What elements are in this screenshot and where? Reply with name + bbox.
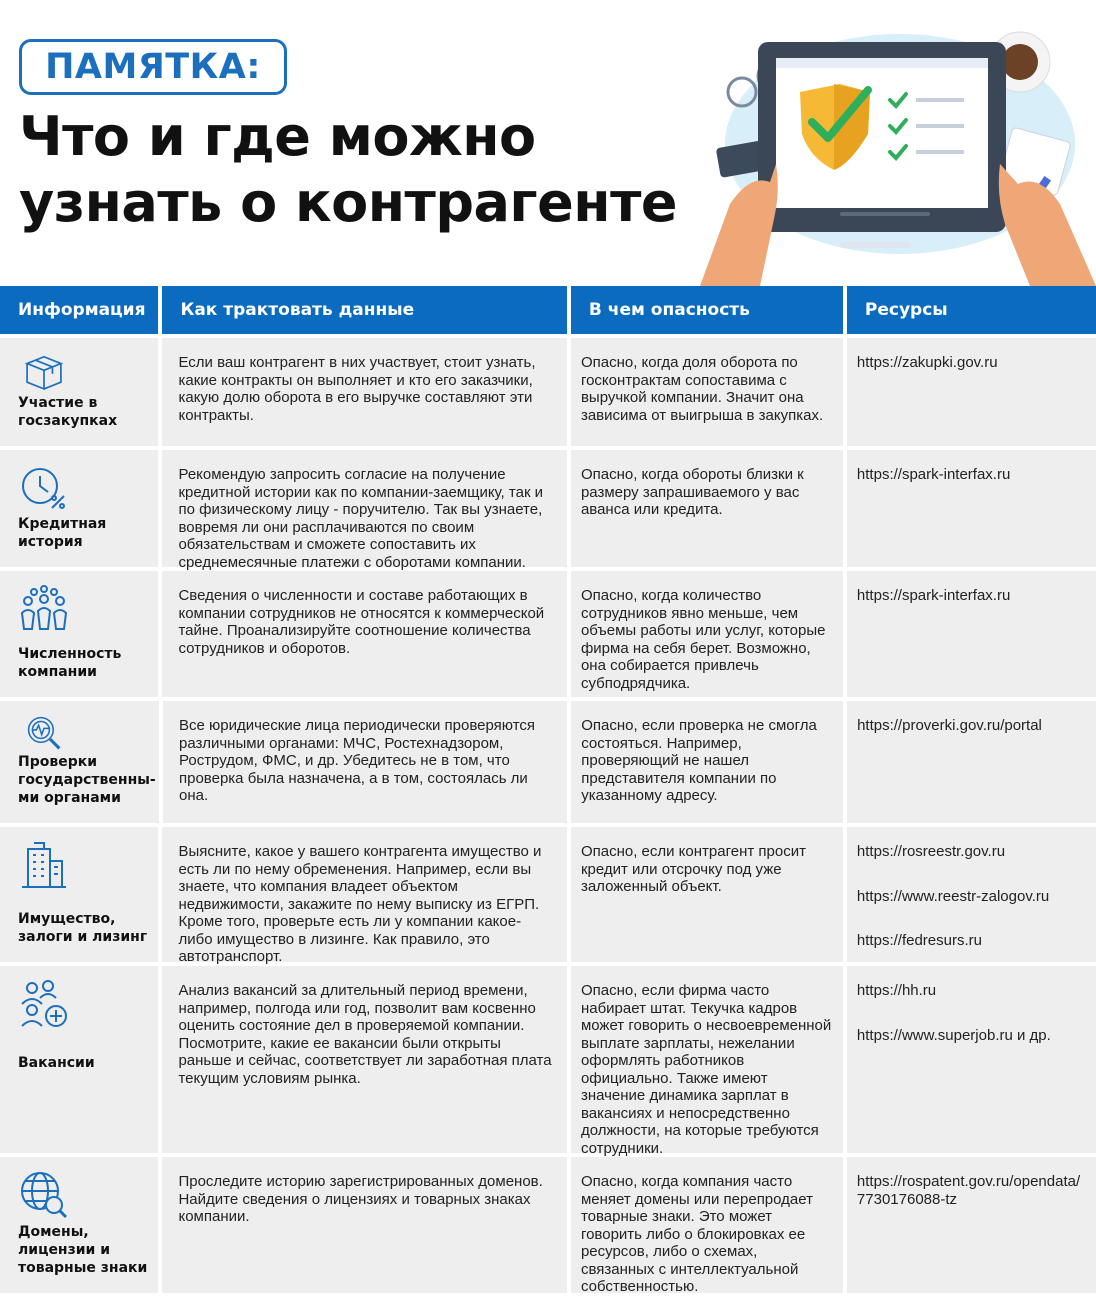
info-label: Имущество, залоги и лизинг xyxy=(18,911,148,945)
box-icon xyxy=(18,350,70,394)
table-row xyxy=(0,1157,1096,1293)
table-row xyxy=(0,338,1096,446)
people-group-icon xyxy=(18,583,70,635)
resource-link[interactable]: https://www.superjob.ru и др. xyxy=(856,1026,1051,1044)
resource-link[interactable]: https://rosreestr.gov.ru xyxy=(856,843,1006,860)
info-label: Вакансии xyxy=(18,1055,95,1071)
interpret-cell: Сведения о численности и составе работающих в компании сотрудников не относятся к коммерческой тайне. Проанализируйте соотношение количества сотрудников и оборотов. xyxy=(162,571,566,697)
column-header-danger: В чем опасность xyxy=(571,286,843,334)
resource-link[interactable]: https://spark-interfax.ru xyxy=(856,587,1011,604)
danger-cell: Опасно, если контрагент просит кредит или отсрочку под уже заложенный объект. xyxy=(571,827,843,962)
table-row xyxy=(0,571,1096,697)
resource-link[interactable]: https://proverki.gov.ru/portal xyxy=(857,717,1042,734)
table-row xyxy=(0,450,1096,571)
resource-link[interactable]: https://zakupki.gov.ru xyxy=(856,354,998,371)
info-cell xyxy=(0,827,158,962)
resources-cell xyxy=(847,338,1096,446)
memo-badge: ПАМЯТКА: xyxy=(19,39,287,95)
table-row xyxy=(0,827,1096,965)
resources-cell xyxy=(847,701,1096,823)
column-header-interpret: Как трактовать данные xyxy=(162,286,566,334)
resource-link[interactable]: https://hh.ru xyxy=(856,982,937,999)
info-label: Домены, лицензии и товарные знаки xyxy=(18,1224,148,1276)
resource-link[interactable]: https://rospatent.gov.ru/opendata/7730176088-tz xyxy=(856,1173,1081,1208)
column-header-info: Информация xyxy=(0,286,158,334)
info-label: Проверки государственны-ми органами xyxy=(18,754,156,806)
interpret-cell: Анализ вакансий за длительный период времени, например, полгода или год, позволит вам косвенно оценить состояние дел в проверяемой компании. Посмотрите, какие ее вакансии были открыты раньше и сейчас, соответствует ли заработная плата текущим условиям рынка. xyxy=(162,966,566,1153)
info-cell xyxy=(0,1157,158,1293)
info-label: Кредитная история xyxy=(18,516,107,550)
column-header-resources: Ресурсы xyxy=(847,286,1096,334)
interpret-cell: Если ваш контрагент в них участвует, стоит узнать, какие контракты он выполняет и кто его заказчики, какую долю оборота в его выручке составляют эти контракты. xyxy=(162,338,566,446)
building-icon xyxy=(18,839,70,891)
header xyxy=(0,0,1096,286)
danger-cell: Опасно, когда компания часто меняет домены или перепродает товарные знаки. Это может говорить либо о блокировках ее ресурсов, либо о схемах, связанных с интеллектуальной собственностью. xyxy=(571,1157,843,1293)
page-title xyxy=(19,104,699,236)
resources-cell xyxy=(847,571,1096,697)
resource-link[interactable]: https://www.reestr-zalogov.ru xyxy=(856,887,1050,905)
info-label: Численность компании xyxy=(18,646,122,680)
interpret-cell: Рекомендую запросить согласие на получение кредитной истории как по компании-заемщику, так и по физическому лицу - поручителю. Так вы узнаете, вовремя ли они расплачиваются по своим обязательствам и сможете сопоставить их среднемесячные платежи с оборотами компании. xyxy=(162,450,566,567)
resources-cell xyxy=(847,450,1096,567)
interpret-cell: Выясните, какое у вашего контрагента имущество и есть ли по нему обременения. Например, если вы знаете, что компания владеет объектом недвижимости, закажите по нему выписку из ЕГРП. Кроме того, проверьте есть ли у компании какое-либо имущество в лизинге. Как правило, это автотранспорт. xyxy=(162,827,566,962)
people-add-icon xyxy=(18,978,70,1030)
magnifier-pulse-icon xyxy=(18,713,70,753)
tablet-checklist-illustration xyxy=(700,14,1096,286)
resource-link[interactable]: https://spark-interfax.ru xyxy=(856,466,1011,483)
danger-cell: Опасно, когда количество сотрудников явно меньше, чем объемы работы или услуг, которые фирма на себя берет. Возможно, она собирается привлечь субподрядчика. xyxy=(571,571,843,697)
resources-cell xyxy=(847,966,1096,1153)
info-cell xyxy=(0,701,159,823)
clock-percent-icon xyxy=(18,462,70,514)
interpret-cell: Проследите историю зарегистрированных доменов. Найдите сведения о лицензиях и товарных знаках компании. xyxy=(162,1157,566,1293)
title-line-2: узнать о контрагенте xyxy=(19,171,677,234)
info-cell xyxy=(0,338,158,446)
interpret-cell: Все юридические лица периодически проверяются различными органами: МЧС, Ростехнадзором, Рострудом, ФМС, и др. Убедитесь не в том, что проверка была назначена, а в том, состоялась ли она. xyxy=(163,701,567,823)
title-line-1: Что и где можно xyxy=(19,105,536,168)
danger-cell: Опасно, когда доля оборота по госконтрактам сопоставима с выручкой компании. Значит она зависима от выигрыша в закупках. xyxy=(571,338,843,446)
danger-cell: Опасно, когда обороты близки к размеру запрашиваемого у вас аванса или кредита. xyxy=(571,450,843,567)
table-row xyxy=(0,701,1096,823)
info-label: Участие в госзакупках xyxy=(18,395,118,429)
resources-cell xyxy=(847,827,1096,962)
info-cell xyxy=(0,966,158,1153)
resources-cell xyxy=(847,1157,1096,1293)
table-row xyxy=(0,966,1096,1157)
info-cell xyxy=(0,450,158,567)
table-header xyxy=(0,286,1096,334)
resource-link[interactable]: https://fedresurs.ru xyxy=(856,932,982,949)
info-cell xyxy=(0,571,158,697)
danger-cell: Опасно, если проверка не смогла состояться. Например, проверяющий не нашел представителя компании по указанному адресу. xyxy=(571,701,843,823)
danger-cell: Опасно, если фирма часто набирает штат. Текучка кадров может говорить о несвоевременной выплате зарплаты, нежелании оформлять работников официально. Также имеют значение динамика зарплат в вакансиях и непосредственно должности, на которые требуются сотрудники. xyxy=(571,966,843,1153)
info-table xyxy=(0,286,1096,1293)
globe-search-icon xyxy=(18,1169,70,1221)
